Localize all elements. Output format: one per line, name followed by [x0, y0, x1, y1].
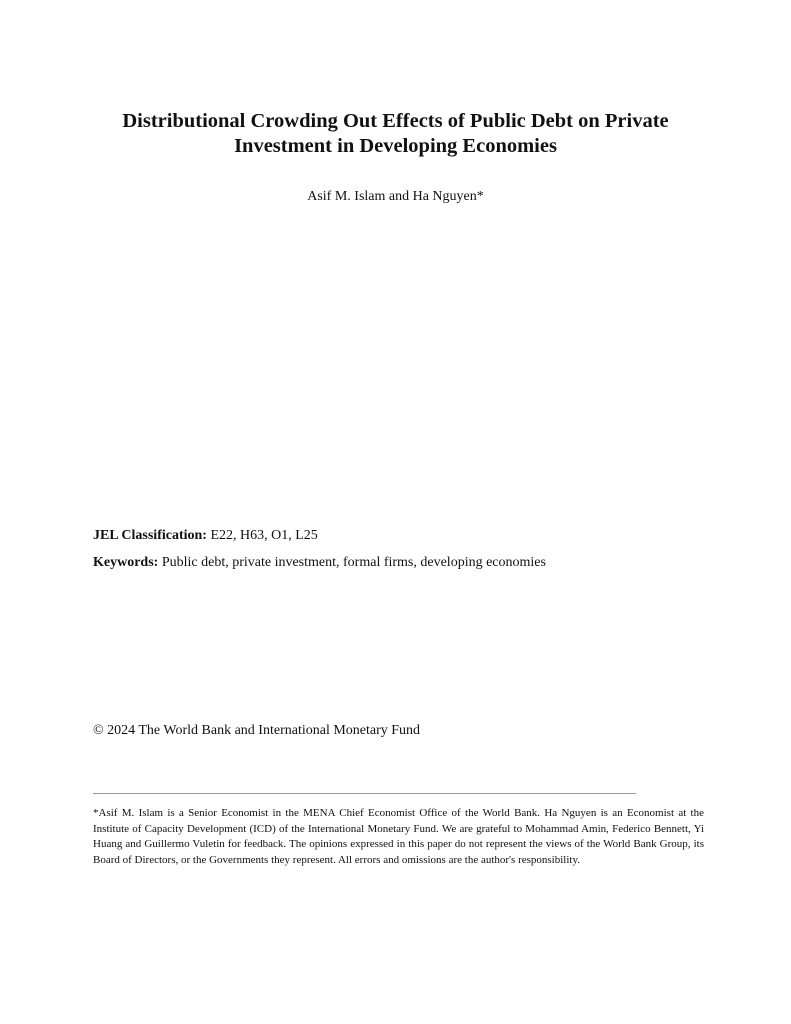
jel-classification [93, 527, 713, 545]
copyright-notice: © 2024 The World Bank and International Monetary Fund [93, 723, 421, 738]
keywords [93, 554, 713, 572]
jel-value: E22, H63, O1, L25 [206, 528, 318, 543]
jel-label: JEL Classification: [93, 528, 207, 543]
footnote-divider [93, 793, 636, 794]
keywords-value: Public debt, private investment, formal firms, developing economies [158, 555, 546, 570]
paper-authors: Asif M. Islam and Ha Nguyen* [307, 189, 484, 204]
author-footnote: *Asif M. Islam is a Senior Economist in the MENA Chief Economist Office of the World Bank. Ha Nguyen is an Economist at the Institute of Capacity Development (ICD) of the International Monetary Fund. We are grateful to Mohammad Amin, Federico Bennett, Yi Huang and Guillermo Vuletin for feedback. The opinions expressed in this paper do not represent the views of the World Bank Group, its Board of Directors, or the Governments they represent. All errors and omissions are the author's responsibility. [93, 807, 704, 866]
paper-title-line-2: Investment in Developing Economies [234, 135, 557, 157]
paper-title-line-1: Distributional Crowding Out Effects of Public Debt on Private [122, 110, 669, 132]
keywords-label: Keywords: [93, 555, 159, 570]
paper-title [60, 109, 731, 159]
